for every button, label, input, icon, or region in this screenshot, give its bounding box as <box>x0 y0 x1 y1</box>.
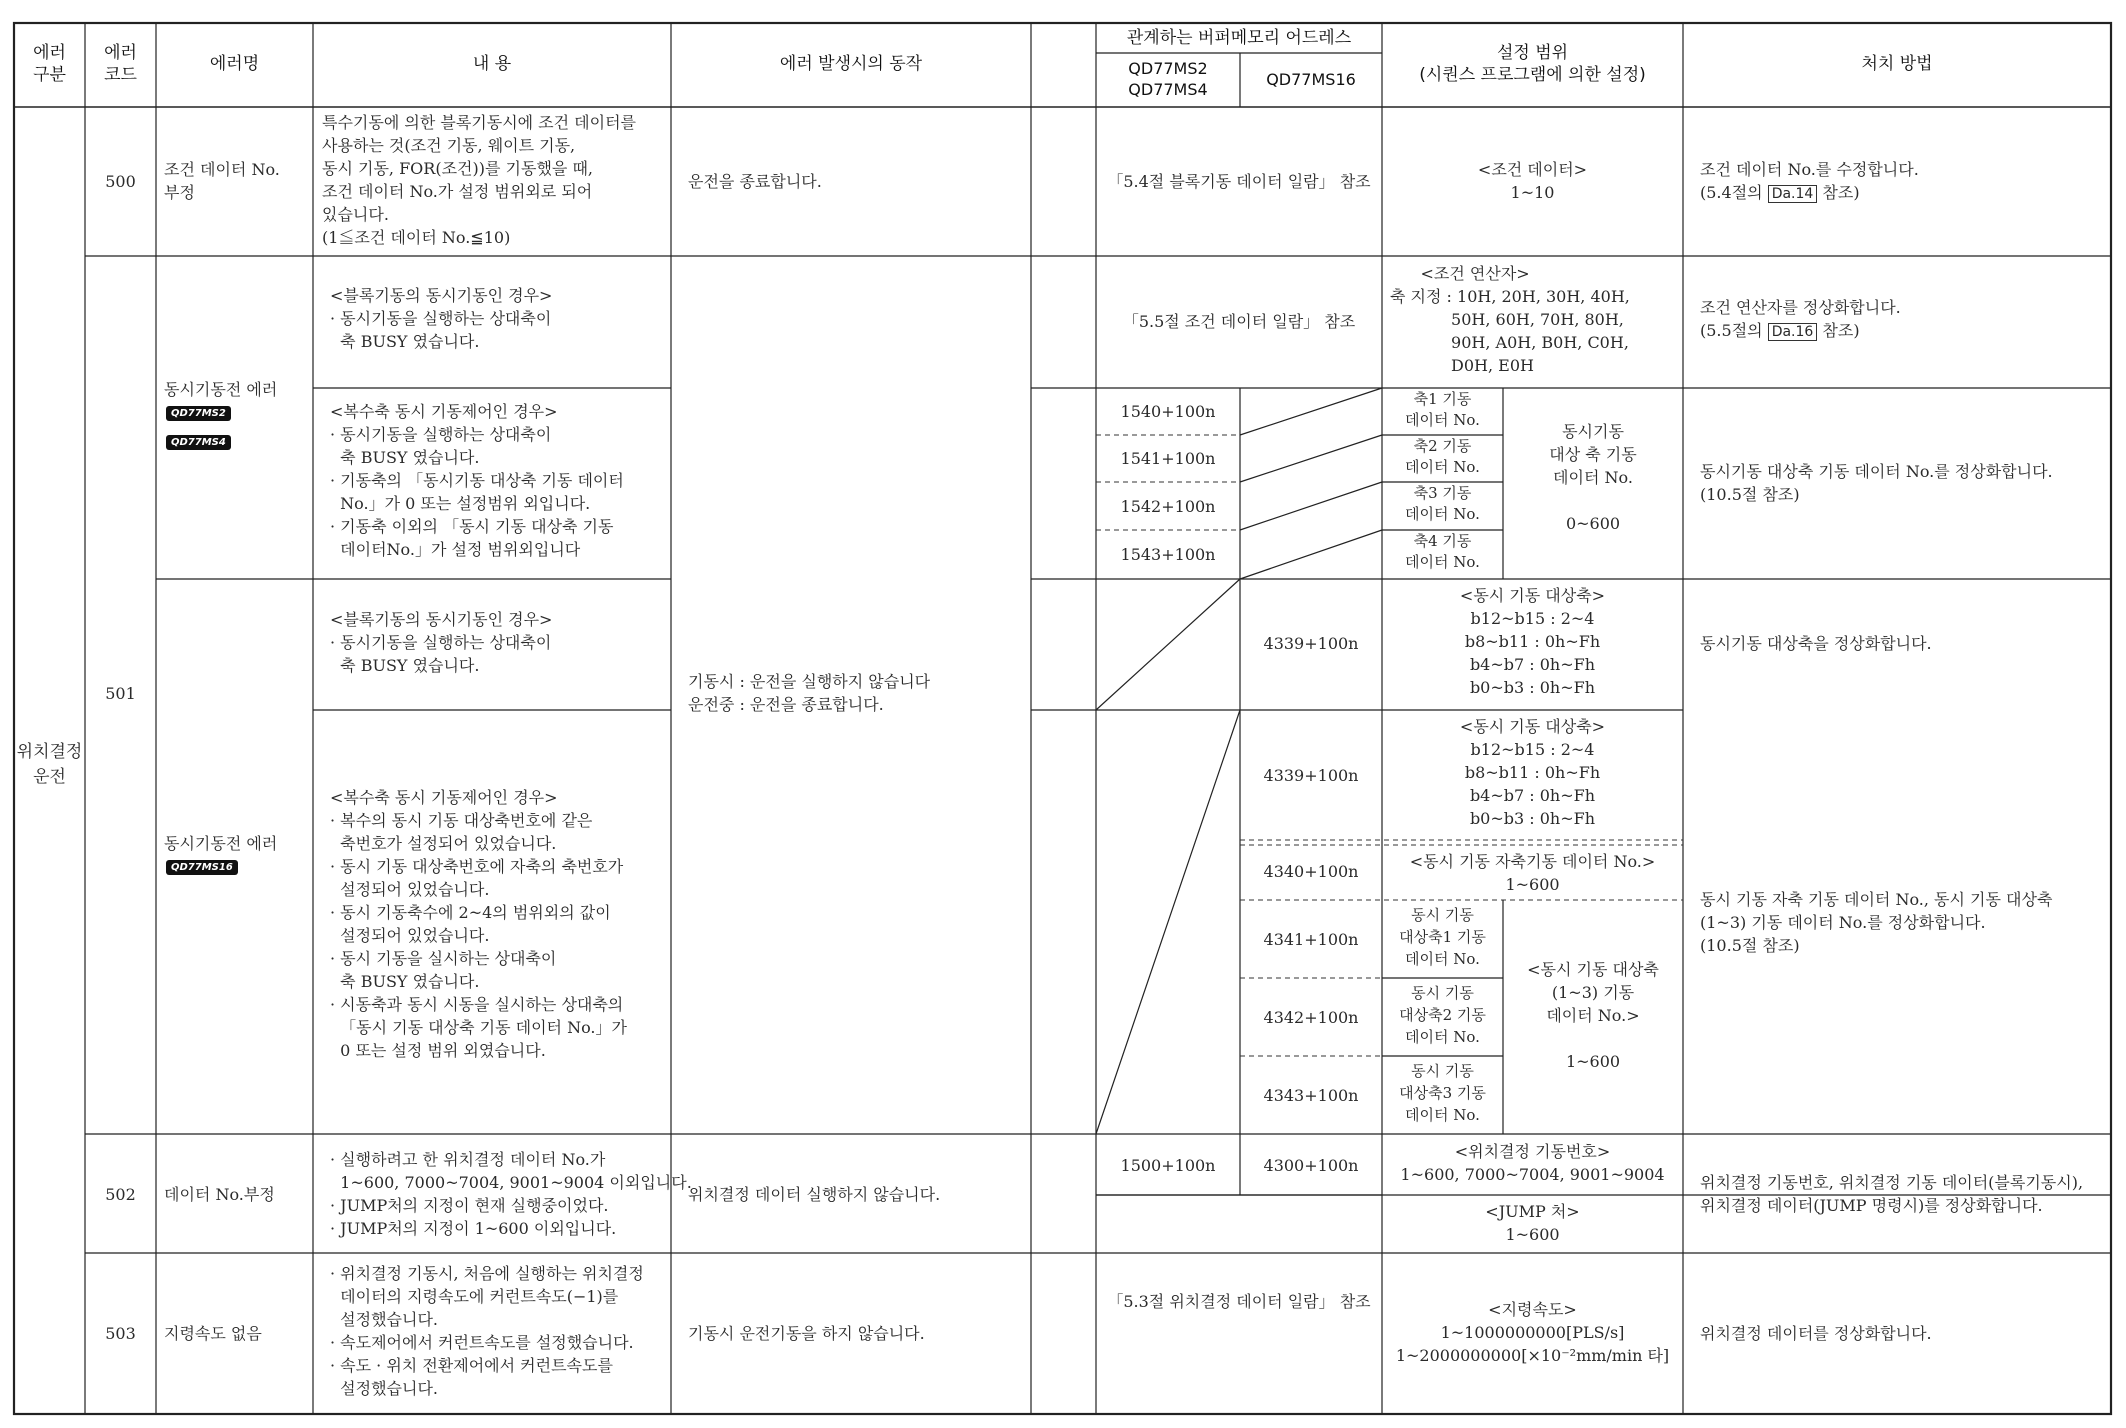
range-503: <지령속도> 1~1000000000[PLS/s] 1~2000000000[×10⁻²mm/min 타] <box>1395 1300 1670 1365</box>
address-501-sub3: 4339+100n <box>1263 634 1359 653</box>
remedy-500-tail: 참조) <box>1822 183 1860 202</box>
address-501-sub2-3: 1542+100n <box>1120 497 1216 516</box>
address-501-sub4-4: 4342+100n <box>1263 1008 1359 1027</box>
content-501-sub3: <블록기동의 동시기동인 경우> · 동시기동을 실행하는 상대축이 축 BUSY 였습니다. <box>330 610 553 675</box>
error-name-501-a: 동시기동전 에러 <box>164 380 278 399</box>
remedy-501-sub1-line1: 조건 연산자를 정상화합니다. <box>1700 298 1901 317</box>
error-name-501-b: 동시기동전 에러 <box>164 834 278 853</box>
address-501-sub2-1: 1540+100n <box>1120 402 1216 421</box>
header-setting-range: 설정 범위 (시퀀스 프로그램에 의한 설정) <box>1419 43 1646 85</box>
range-501-sub2: 동시기동 대상 축 기동 데이터 No. 0~600 <box>1549 422 1637 533</box>
address-503: 「5.3절 위치결정 데이터 일람」 참조 <box>1107 1292 1371 1311</box>
range-502-2: <JUMP 처> 1~600 <box>1485 1202 1580 1244</box>
error-code-500: 500 <box>105 172 136 191</box>
axis-501-sub2-3: 축3 기동 데이터 No. <box>1405 484 1480 523</box>
remedy-500-text-line1: 조건 데이터 No.를 수정합니다. <box>1700 160 1919 179</box>
axis-501-sub4-3: 동시 기동 대상축3 기동 데이터 No. <box>1399 1062 1486 1124</box>
axis-501-sub2-1: 축1 기동 데이터 No. <box>1405 390 1480 429</box>
address-501-sub4-5: 4343+100n <box>1263 1086 1359 1105</box>
error-name-502: 데이터 No.부정 <box>164 1185 275 1204</box>
error-code-502: 502 <box>105 1185 136 1204</box>
remedy-503: 위치결정 데이터를 정상화합니다. <box>1700 1324 1932 1343</box>
range-501-sub4-1: <동시 기동 대상축> b12~b15 : 2~4 b8~b11 : 0h~Fh b4~b7 : 0h~Fh b0~b3 : 0h~Fh <box>1459 717 1606 828</box>
remedy-501-sub1 <box>1700 296 2100 344</box>
axis-501-sub4-2: 동시 기동 대상축2 기동 데이터 No. <box>1399 984 1486 1046</box>
address-502-a: 1500+100n <box>1120 1156 1216 1175</box>
address-502-b: 4300+100n <box>1263 1156 1359 1175</box>
error-code-501: 501 <box>105 684 136 703</box>
range-501-sub4-2: <동시 기동 자축기동 데이터 No.> 1~600 <box>1409 852 1656 894</box>
model-badge-qd77ms2: QD77MS2 <box>166 406 231 421</box>
content-500: 특수기동에 의한 블록기동시에 조건 데이터를 사용하는 것(조건 기동, 웨이트 기동, 동시 기동, FOR(조건))를 기동했을 때, 조건 데이터 No.가 설정 범위외로 되어 있습니다. (1≦조건 데이터 No.≦10) <box>322 113 637 247</box>
header-error-code: 에러 코드 <box>104 43 137 85</box>
behavior-501: 기동시 : 운전을 실행하지 않습니다 운전중 : 운전을 종료합니다. <box>688 672 931 714</box>
axis-501-sub4-1: 동시 기동 대상축1 기동 데이터 No. <box>1399 906 1486 968</box>
behavior-502: 위치결정 데이터 실행하지 않습니다. <box>688 1185 941 1204</box>
range-501-sub3: <동시 기동 대상축> b12~b15 : 2~4 b8~b11 : 0h~Fh b4~b7 : 0h~Fh b0~b3 : 0h~Fh <box>1459 586 1606 697</box>
behavior-500: 운전을 종료합니다. <box>688 172 822 191</box>
header-model-b: QD77MS16 <box>1266 70 1356 89</box>
content-501-sub1: <블록기동의 동시기동인 경우> · 동시기동을 실행하는 상대축이 축 BUSY 였습니다. <box>330 286 553 351</box>
model-badge-qd77ms4: QD77MS4 <box>166 435 231 450</box>
remedy-500 <box>1700 158 2100 206</box>
content-501-sub2: <복수축 동시 기동제어인 경우> · 동시기동을 실행하는 상대축이 축 BUSY 였습니다. · 기동축의 「동시기동 대상축 기동 데이터 No.」가 0 또는 설정범위 외입니다. · 기동축 이외의 「동시 기동 대상축 기동 데이터No.」가 설정 범위외입니다 <box>330 402 624 559</box>
range-500: <조건 데이터> 1~10 <box>1477 160 1588 202</box>
remedy-502: 위치결정 기동번호, 위치결정 기동 데이터(블록기동시), 위치결정 데이터(JUMP 명령시)를 정상화합니다. <box>1700 1173 2084 1215</box>
remedy-501-sub2: 동시기동 대상축 기동 데이터 No.를 정상화합니다. (10.5절 참조) <box>1700 462 2053 504</box>
address-500: 「5.4절 블록기동 데이터 일람」 참조 <box>1107 172 1371 191</box>
error-name-503: 지령속도 없음 <box>164 1324 262 1343</box>
address-501-sub2-2: 1541+100n <box>1120 449 1216 468</box>
model-badge-qd77ms16: QD77MS16 <box>166 860 238 875</box>
remedy-501-sub3: 동시기동 대상축을 정상화합니다. <box>1700 634 1932 653</box>
remedy-501-sub1-tail: 참조) <box>1822 321 1860 340</box>
range-502-1: <위치결정 기동번호> 1~600, 7000~7004, 9001~9004 <box>1400 1142 1665 1184</box>
address-501-sub2-4: 1543+100n <box>1120 545 1216 564</box>
header-content: 내 용 <box>472 54 512 74</box>
remedy-501-sub4: 동시 기동 자축 기동 데이터 No., 동시 기동 대상축 (1~3) 기동 데이터 No.를 정상화합니다. (10.5절 참조) <box>1700 890 2053 955</box>
axis-501-sub2-2: 축2 기동 데이터 No. <box>1405 437 1480 476</box>
address-501-sub1: 「5.5절 조건 데이터 일람」 참조 <box>1122 312 1356 331</box>
remedy-500-text-line2: (5.4절의 Da.14 참조) <box>1700 183 1860 202</box>
header-buffer-address: 관계하는 버퍼메모리 어드레스 <box>1126 28 1352 48</box>
header-error-name: 에러명 <box>209 54 260 74</box>
address-501-sub4-1: 4339+100n <box>1263 766 1359 785</box>
remedy-501-sub1-line2: (5.5절의 Da.16 참조) <box>1700 321 1860 340</box>
error-name-500: 조건 데이터 No. 부정 <box>164 160 280 202</box>
behavior-503: 기동시 운전기동을 하지 않습니다. <box>688 1324 925 1343</box>
remedy-501-sub1-ref: Da.16 <box>1768 323 1818 341</box>
address-501-sub4-3: 4341+100n <box>1263 930 1359 949</box>
error-category-cell: 위치결정 운전 <box>16 742 83 787</box>
error-code-503: 503 <box>105 1324 136 1343</box>
range-501-sub4-3: <동시 기동 대상축 (1~3) 기동 데이터 No.> 1~600 <box>1527 960 1659 1071</box>
axis-501-sub2-4: 축4 기동 데이터 No. <box>1405 532 1480 571</box>
range-501-sub1: <조건 연산자> 축 지정 : 10H, 20H, 30H, 40H, 50H, 60H, 70H, 80H, 90H, A0H, B0H, C0H, D0H, E0H <box>1390 264 1630 375</box>
address-501-sub4-2: 4340+100n <box>1263 862 1359 881</box>
remedy-500-ref: Da.14 <box>1768 185 1818 203</box>
content-503: · 위치결정 기동시, 처음에 실행하는 위치결정 데이터의 지령속도에 커런트속도(−1)를 설정했습니다. · 속도제어에서 커런트속도를 설정했습니다. · 속도 · 위치 전환제어에서 커런트속도를 설정했습니다. <box>330 1264 644 1398</box>
header-remedy: 처치 방법 <box>1861 54 1933 74</box>
header-model-a: QD77MS2 QD77MS4 <box>1128 59 1208 99</box>
content-502: · 실행하려고 한 위치결정 데이터 No.가 1~600, 7000~7004, 9001~9004 이외입니다. · JUMP처의 지정이 현재 실행중이었다. · JUMP처의 지정이 1~600 이외입니다. <box>330 1150 692 1238</box>
header-behavior: 에러 발생시의 동작 <box>779 54 923 74</box>
header-error-category: 에러 구분 <box>33 43 66 85</box>
content-501-sub4: <복수축 동시 기동제어인 경우> · 복수의 동시 기동 대상축번호에 같은 축번호가 설정되어 있었습니다. · 동시 기동 대상축번호에 자축의 축번호가 설정되어 있었습니다. · 동시 기동축수에 2~4의 범위외의 값이 설정되어 있었습니다. · 동시 기동을 실시하는 상대축이 축 BUSY 였습니다. · 시동축과 동시 시동을 실시하는 상대축의 「동시 기동 대상축 기동 데이터 No.」가 0 또는 설정 범위 외였습니다. <box>330 788 627 1060</box>
